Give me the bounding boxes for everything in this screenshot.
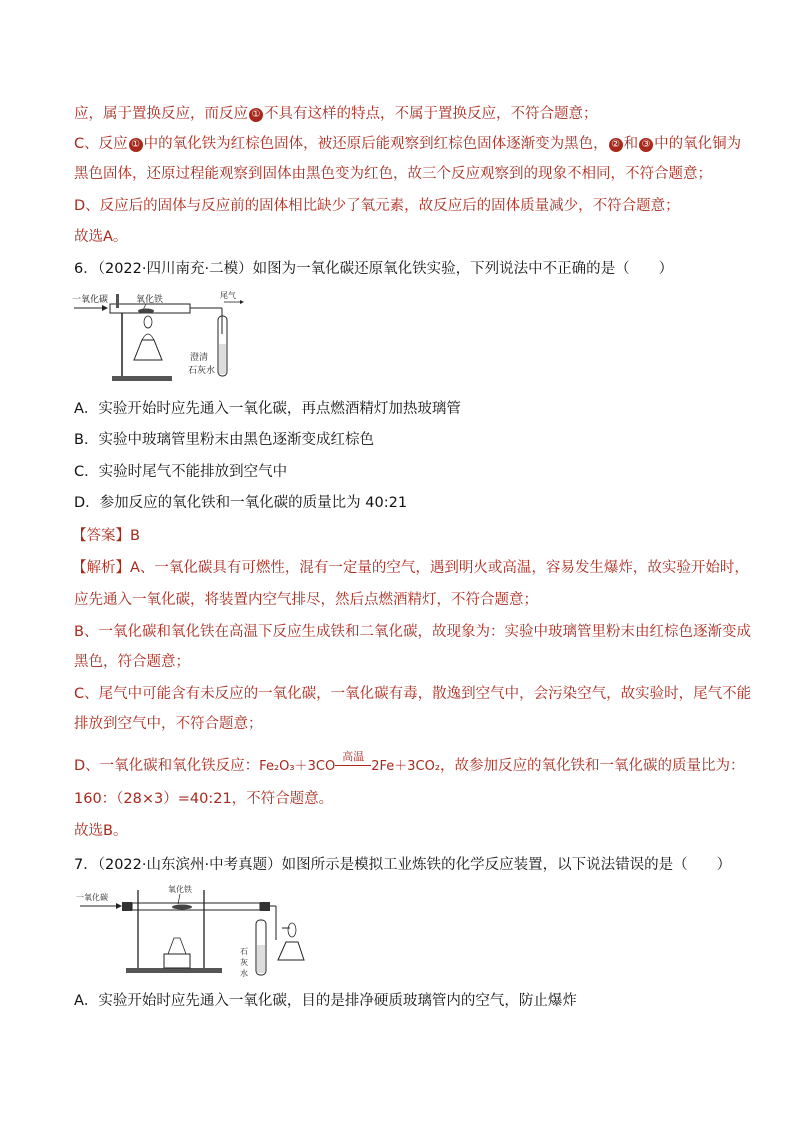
q7-label-co: 一氧化碳 xyxy=(76,893,108,902)
q6-analysis-2: 应先通入一氧化碳，将装置内空气排尽，然后点燃酒精灯，不符合题意； xyxy=(74,592,538,608)
q7-stem: 7．（2022·山东滨州·中考真题）如图所示是模拟工业炼铁的化学反应装置，以下说法错误的是（ ） xyxy=(74,857,732,873)
q6-label-tail: 尾气 xyxy=(220,291,236,300)
q7-label-lime2: 灰 xyxy=(240,958,248,967)
circled-num: ① xyxy=(249,108,263,122)
circled-num: ② xyxy=(609,138,623,152)
q6-stem: 6．（2022·四川南充·二模）如图为一氧化碳还原氧化铁实验，下列说法中不正确的是（ ） xyxy=(74,261,674,277)
q6-calc: 160：（28×3）=40:21，不符合题意。 xyxy=(74,791,334,807)
q6-option-c: C．实验时尾气不能排放到空气中 xyxy=(74,464,288,480)
q7-option-a: A．实验开始时应先通入一氧化碳，目的是排净硬质玻璃管内的空气，防止爆炸 xyxy=(74,993,577,1009)
q6-apparatus-figure xyxy=(72,288,252,388)
equation-left: Fe₂O₃＋3CO xyxy=(259,759,336,774)
prev-line-1: 应，属于置换反应，而反应 ① 不具有这样的特点，不属于置换反应，不符合题意； xyxy=(74,106,598,122)
q6-label-co: 一氧化碳 xyxy=(72,295,109,305)
equation-condition: 高温 xyxy=(335,756,371,776)
q7-apparatus-figure xyxy=(76,880,306,980)
circled-num: ③ xyxy=(639,138,653,152)
prev-line-4: D、反应后的固体与反应前的固体相比缺少了氧元素，故反应后的固体质量减少，不符合题意； xyxy=(74,198,680,214)
q6-label-fe2o3: 氧化铁 xyxy=(136,295,164,305)
q6-choose: 故选B。 xyxy=(74,823,128,839)
q6-analysis-6: 排放到空气中，不符合题意； xyxy=(74,716,263,732)
q6-analysis-4: 黑色，符合题意； xyxy=(74,654,190,670)
q6-label-lime2: 石灰水 xyxy=(188,366,216,376)
q6-equation-line: D、一氧化碳和氧化铁反应：Fe₂O₃＋3CO 高温 2Fe＋3CO₂，故参加反应的氧化铁和一氧化碳的质量比为： xyxy=(74,750,745,774)
q6-label-lime1: 澄清 xyxy=(190,353,209,363)
q6-analysis-3: B、一氧化碳和氧化铁在高温下反应生成铁和二氧化碳，故现象为：实验中玻璃管里粉末由红棕色逐渐变成 xyxy=(74,624,751,640)
q6-option-a: A．实验开始时应先通入一氧化碳，再点燃酒精灯加热玻璃管 xyxy=(74,401,461,417)
q7-label-fe2o3: 氧化铁 xyxy=(168,885,192,894)
circled-num: ① xyxy=(129,138,143,152)
prev-line-3: 黑色固体，还原过程能观察到固体由黑色变为红色，故三个反应观察到的现象不相同，不符合题意； xyxy=(74,166,712,182)
q7-label-lime1: 石 xyxy=(240,947,248,956)
equation-right: 2Fe＋3CO₂ xyxy=(371,759,441,774)
prev-line-2: C、反应 ① 中的氧化铁为红棕色固体，被还原后能观察到红棕色固体逐渐变为黑色， ② 和 ③ 中的氧化铜为 xyxy=(74,136,742,152)
q6-option-d: D．参加反应的氧化铁和一氧化碳的质量比为 40:21 xyxy=(74,495,408,511)
prev-line-5: 故选A。 xyxy=(74,229,128,245)
q7-label-lime3: 水 xyxy=(240,969,248,978)
q6-answer: 【答案】B xyxy=(72,528,140,544)
q6-option-b: B．实验中玻璃管里粉末由黑色逐渐变成红棕色 xyxy=(74,432,374,448)
q6-analysis-5: C、尾气中可能含有未反应的一氧化碳，一氧化碳有毒，散逸到空气中，会污染空气，故实验时，尾气不能 xyxy=(74,686,752,702)
q6-analysis-1: 【解析】A、一氧化碳具有可燃性，混有一定量的空气，遇到明火或高温，容易发生爆炸，故实验开始时， xyxy=(72,560,749,576)
